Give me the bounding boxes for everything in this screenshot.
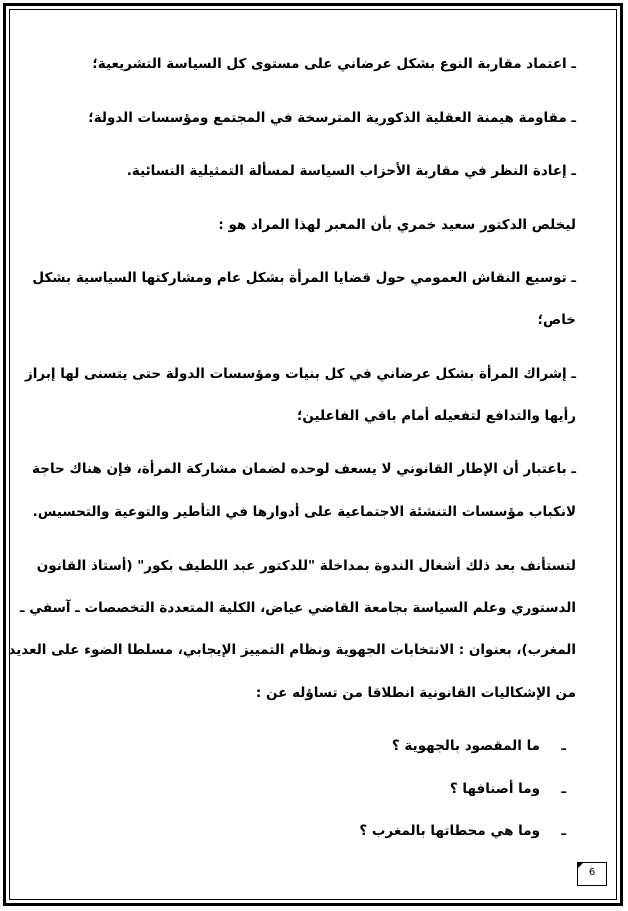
point-1-line-2: خاص؛: [537, 312, 576, 328]
question-text: وما هي محطاتها بالمغرب ؟: [359, 823, 540, 839]
page-border-inner: [9, 9, 617, 900]
question-dash: ـ: [561, 781, 566, 797]
paragraph-line-4: من الإشكاليات القانونية انطلاقا من تساؤله عن :: [255, 685, 576, 701]
question-text: وما أصنافها ؟: [449, 781, 540, 797]
question-1: [392, 738, 566, 754]
item-2: ـ مقاومة هيمنة العقلية الذكورية المترسخة في المجتمع ومؤسسات الدولة؛: [88, 110, 576, 126]
question-dash: ـ: [561, 823, 566, 839]
item-1: ـ اعتماد مقاربة النوع بشكل عرضاني على مستوى كل السياسة التشريعية؛: [92, 56, 576, 72]
intro-line: ليخلص الدكتور سعيد خمري بأن المعبر لهذا المراد هو :: [218, 217, 576, 233]
paragraph-line-3: المغرب)، بعنوان : الانتخابات الجهوية ونظام التمييز الإيجابي، مسلطا الضوء على العديد: [8, 642, 576, 658]
question-3: [359, 823, 566, 839]
point-2-line-2: رأيها والتدافع لتفعيله أمام باقي الفاعلين؛: [296, 408, 576, 424]
question-dash: ـ: [561, 738, 566, 754]
point-3-line-2: لانكباب مؤسسات التنشئة الاجتماعية على أدوارها في التأطير والتوعية والتحسيس.: [32, 504, 576, 520]
point-1-line-1: ـ توسيع النقاش العمومي حول قضايا المرأة بشكل عام ومشاركتها السياسية بشكل: [32, 270, 576, 286]
question-text: ما المقصود بالجهوية ؟: [391, 738, 540, 754]
page-number: 6: [577, 862, 607, 886]
paragraph-line-1: لتستأنف بعد ذلك أشغال الندوة بمداخلة "للدكتور عبد اللطيف بكور" (أستاذ القانون: [36, 558, 576, 574]
point-3-line-1: ـ باعتبار أن الإطار القانوني لا يسعف لوحده لضمان مشاركة المرأة، فإن هناك حاجة: [32, 461, 576, 477]
question-2: [450, 781, 566, 797]
point-2-line-1: ـ إشراك المرأة بشكل عرضاني في كل بنيات ومؤسسات الدولة حتى يتسنى لها إبراز: [25, 366, 576, 382]
paragraph-line-2: الدستوري وعلم السياسة بجامعة القاضي عياض، الكلية المتعددة التخصصات ـ آسفي ـ: [19, 600, 576, 616]
item-3: ـ إعادة النظر في مقاربة الأحزاب السياسة لمسألة التمثيلية النسائية.: [126, 163, 576, 179]
